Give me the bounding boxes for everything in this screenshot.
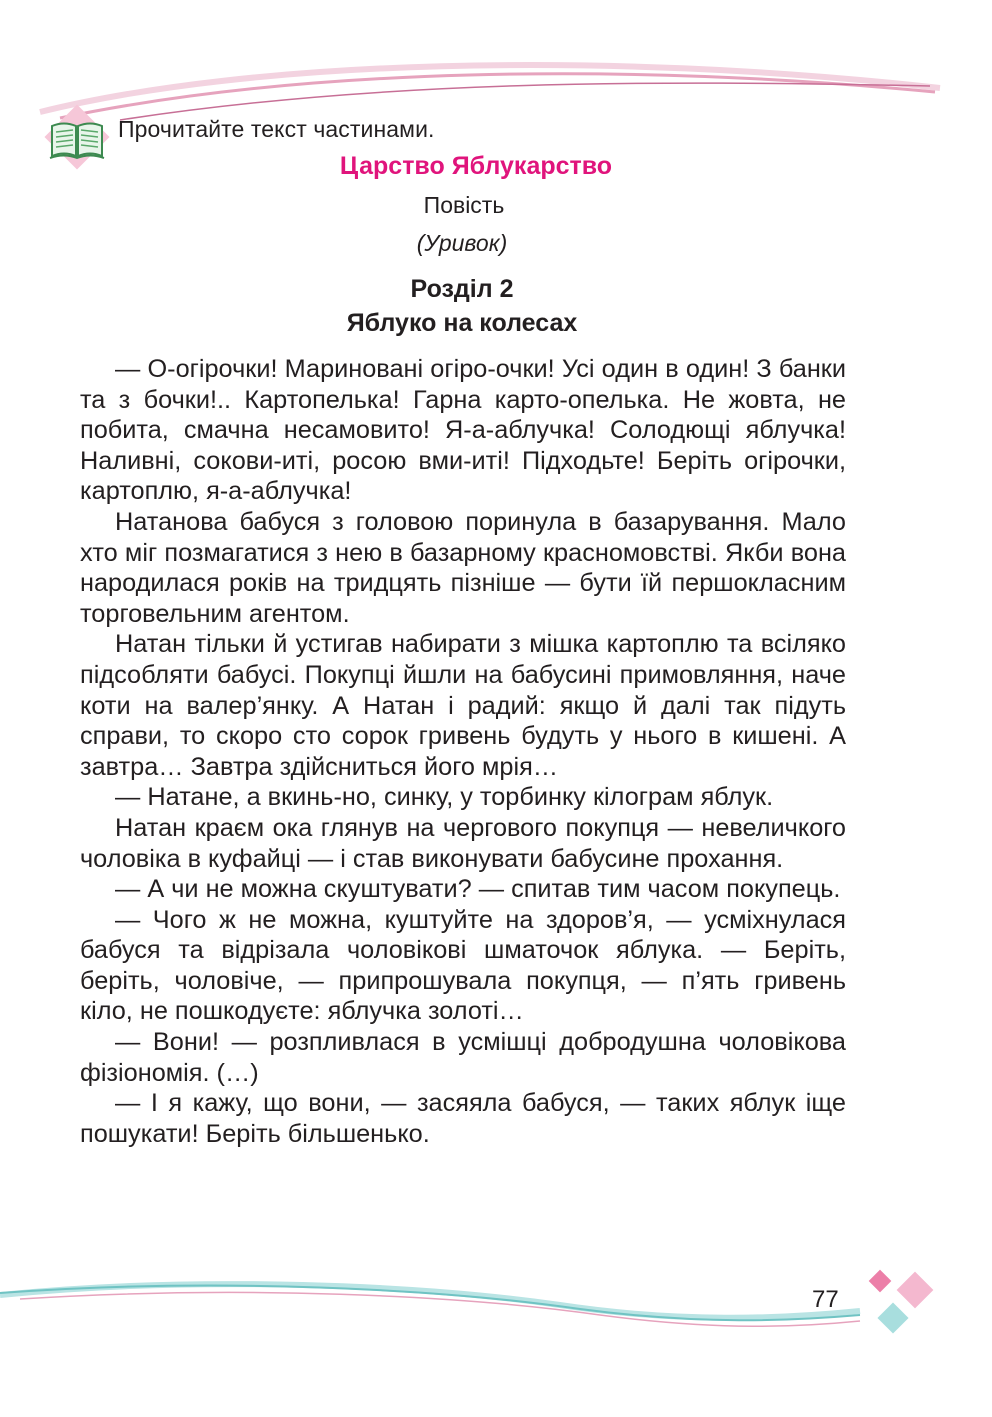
paragraph: — Натане, а вкинь-но, синку, у торбинку кілограм яблук. <box>115 783 774 812</box>
chapter-heading <box>0 272 924 340</box>
chapter-number: Розділ 2 <box>410 275 514 303</box>
story-genre: Повість <box>423 192 505 218</box>
story-text <box>80 354 846 1149</box>
paragraph: — А чи не можна скуштувати? — спитав тим часом покупець. <box>115 875 841 904</box>
page-number: 77 <box>812 1286 839 1313</box>
paragraph: — Чого ж не можна, куштуйте на здоров’я, — усміхнулася бабуся та відрізала чоловікові шматочок яблука. — Беріть, беріть, чоловіче, — припрошувала покупця, — п’ять гривень кіло, не пошкодуєте: яблучка золоті… <box>80 905 846 1026</box>
story-title: Царство Яблукарство <box>339 152 613 180</box>
paragraph: — І я кажу, що вони, — засяяла бабуся, — таких яблук іще пошукати! Беріть більшенько. <box>80 1089 846 1148</box>
bottom-decorative-swoosh <box>0 1275 992 1345</box>
paragraph: Натанова бабуся з головою поринула в базарування. Мало хто міг позмагатися з нею в базарному красномовстві. Якби вона народилася років на тридцять пізніше — бути їй першокласним торговельним агентом. <box>80 507 846 628</box>
excerpt-note: (Уривок) <box>416 230 508 256</box>
diamond-decoration-icon <box>860 1265 960 1345</box>
paragraph: — Вони! — розпливлася в усмішці добродушна чоловікова фізіономія. (…) <box>80 1028 846 1087</box>
reading-instruction: Прочитайте текст частинами. <box>118 116 435 142</box>
paragraph: Натан краєм ока глянув на чергового покупця — невеличкого чоловіка в куфайці — і став виконувати бабусине прохання. <box>80 813 846 873</box>
chapter-title: Яблуко на колесах <box>346 309 578 337</box>
paragraph: Натан тільки й устигав набирати з мішка картоплю та всіляко підсобляти бабусі. Покупці йшли на бабусині примовляння, наче коти на валер’янку. А Натан і радий: якщо й далі так підуть справи, то скоро сто сорок гривень будуть у нього в кишені. А завтра… Завтра здійсниться його мрія… <box>80 630 846 781</box>
paragraph: — О-огірочки! Мариновані огіро-очки! Усі один в один! З банки та з бочки!.. Картопелька! Гарна карто-опелька. Не жовта, не побита, смачна несамовито! Я-а-аблучка! Солодющі яблучка! Наливні, сокови-иті, росою вми-иті! Підходьте! Беріть огірочки, картоплю, я-а-аблучка! <box>80 355 846 506</box>
